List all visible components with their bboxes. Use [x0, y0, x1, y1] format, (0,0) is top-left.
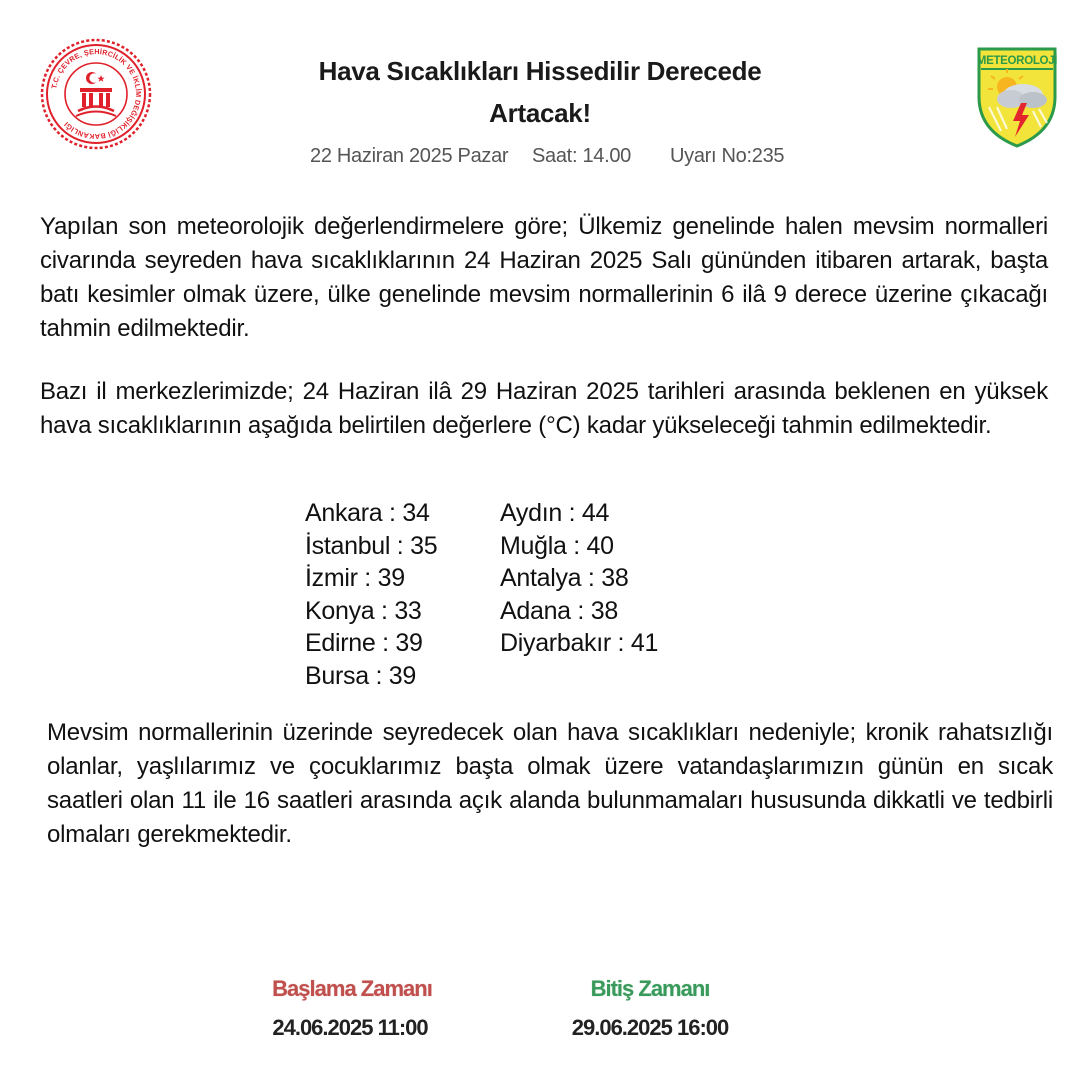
warning-time: Saat: 14.00	[532, 145, 632, 167]
start-time-value: 24.06.2025 11:00	[272, 1015, 428, 1040]
city-item: İzmir : 39	[305, 564, 405, 592]
city-item: İstanbul : 35	[305, 531, 438, 560]
warning-number: Uyarı No:235	[670, 145, 785, 167]
city-item: Edirne : 39	[305, 629, 423, 657]
ministry-seal-logo	[40, 38, 152, 150]
city-item: Antalya : 38	[500, 564, 629, 592]
paragraph-advice: Mevsim normallerinin üzerinde seyredecek olan hava sıcaklıkları nedeniyle; kronik rahatsızlığı olanlar, yaşlılarımız ve çocuklarımız başta olmak üzere vatandaşlarımızın günün en sıcak saatleri olan 11 ile 16 saatleri arasında açık alanda bulunmamaları hususunda dikkatli ve tedbirli olmaları gerekmektedir.	[47, 719, 1053, 848]
page-title-line1: Hava Sıcaklıkları Hissedilir Derecede	[318, 56, 762, 86]
city-item: Diyarbakır : 41	[500, 629, 659, 657]
city-item: Konya : 33	[305, 596, 422, 625]
city-item: Adana : 38	[500, 596, 618, 625]
start-time-label: Başlama Zamanı	[272, 976, 432, 1001]
meteoroloji-shield-logo	[975, 45, 1059, 149]
page-title-line2: Artacak!	[489, 98, 591, 128]
paragraph-city-intro: Bazı il merkezlerimizde; 24 Haziran ilâ 29 Haziran 2025 tarihleri arasında beklenen en yüksek hava sıcaklıklarının aşağıda belirtilen değerlere (°C) kadar yükseleceği tahmin edilmektedir.	[40, 378, 1048, 439]
city-item: Ankara : 34	[305, 499, 430, 527]
city-item: Bursa : 39	[305, 661, 416, 690]
end-time-value: 29.06.2025 16:00	[571, 1015, 729, 1040]
city-item: Muğla : 40	[500, 531, 614, 560]
paragraph-forecast: Yapılan son meteorolojik değerlendirmelere göre; Ülkemiz genelinde halen mevsim normalleri civarında seyreden hava sıcaklıklarının 24 Haziran 2025 Salı gününden itibaren artarak, başta batı kesimler olmak üzere, ülke genelinde mevsim normallerinin 6 ilâ 9 derece üzerine çıkacağı tahmin edilmektedir.	[40, 213, 1048, 342]
city-item: Aydın : 44	[500, 499, 610, 527]
svg-text:T.C. ÇEVRE, ŞEHİRCİLİK VE İKLİ: T.C. ÇEVRE, ŞEHİRCİLİK VE İKLİM DEĞİŞİKLİĞİ BAKANLIĞI	[49, 46, 144, 142]
city-list-right	[500, 497, 658, 660]
svg-text:METEOROLOJİ: METEOROLOJİ	[976, 55, 1058, 67]
city-list-left	[305, 497, 437, 692]
warning-date: 22 Haziran 2025 Pazar	[310, 145, 509, 167]
end-time-label: Bitiş Zamanı	[590, 976, 710, 1001]
